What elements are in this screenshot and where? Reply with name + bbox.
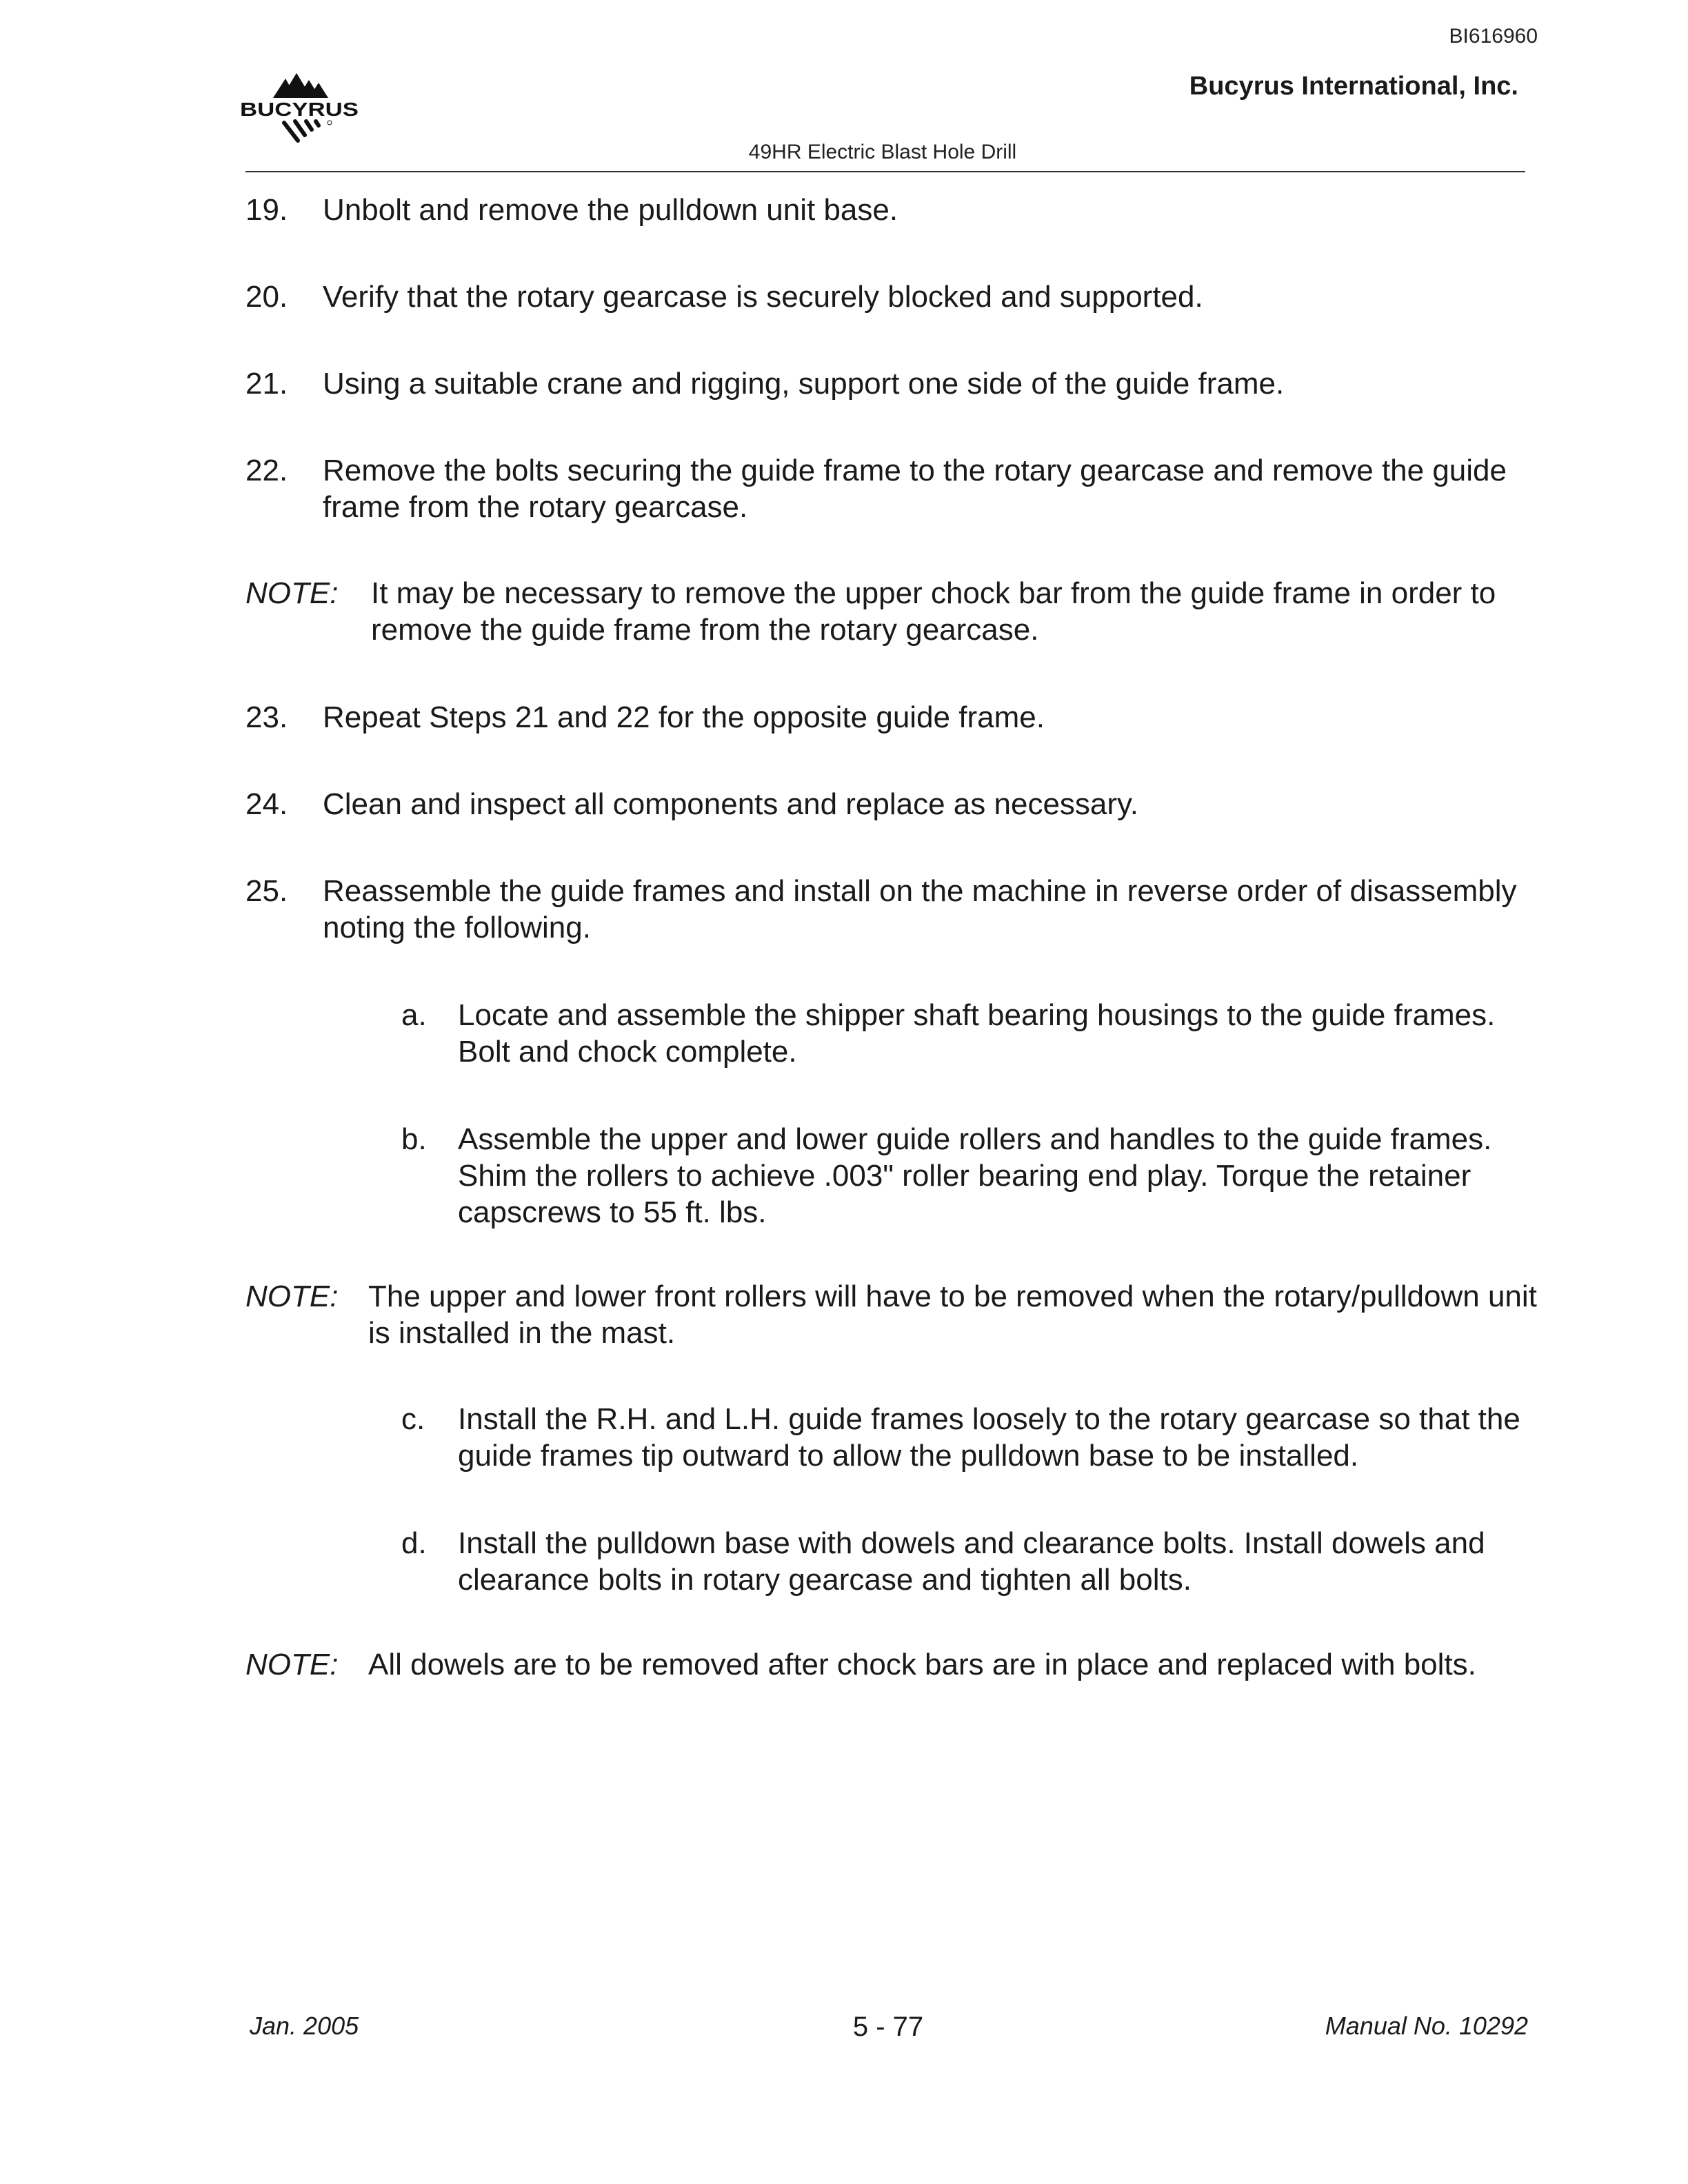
step-number: 22.	[245, 454, 288, 487]
bucyrus-logo	[240, 69, 364, 152]
substep-text: Assemble the upper and lower guide rollers and handles to the guide frames. Shim the rollers to achieve .003" roller bearing end play. Torque the retainer capscrews to 55 ft. lbs.	[458, 1122, 1492, 1229]
note-label: NOTE:	[245, 1648, 339, 1681]
substep-letter: d.	[401, 1526, 427, 1560]
step-text: Using a suitable crane and rigging, support one side of the guide frame.	[323, 367, 1285, 401]
note-label: NOTE:	[245, 1280, 339, 1313]
step-number: 25.	[245, 874, 288, 908]
header-divider	[245, 171, 1525, 172]
step-number: 23.	[245, 700, 288, 734]
note-text: The upper and lower front rollers will have to be removed when the rotary/pulldown unit is installed in the mast.	[368, 1280, 1537, 1350]
step-text: Reassemble the guide frames and install on the machine in reverse order of disassembly noting the following.	[323, 874, 1517, 944]
step-number: 21.	[245, 367, 288, 401]
subtitle-text: 49HR Electric Blast Hole Drill	[748, 141, 1017, 163]
note-text: All dowels are to be removed after chock bars are in place and replaced with bolts.	[368, 1648, 1476, 1681]
step-number: 20.	[245, 280, 288, 314]
step-text: Verify that the rotary gearcase is securely blocked and supported.	[323, 280, 1203, 314]
note-text: It may be necessary to remove the upper chock bar from the guide frame in order to remove the guide frame from the rotary gearcase.	[371, 576, 1496, 647]
step-text: Clean and inspect all components and replace as necessary.	[323, 787, 1138, 821]
company-name: Bucyrus International, Inc.	[1189, 72, 1518, 101]
note-label: NOTE:	[245, 576, 339, 610]
page-number-text: 5 - 77	[852, 2012, 924, 2042]
step-number: 24.	[245, 787, 288, 821]
substep-letter: b.	[401, 1122, 427, 1156]
document-subtitle	[0, 141, 1688, 164]
footer-date: Jan. 2005	[250, 2012, 359, 2040]
footer-manual-number: Manual No. 10292	[1325, 2012, 1528, 2040]
substep-letter: c.	[401, 1402, 425, 1436]
substep-text: Locate and assemble the shipper shaft bearing housings to the guide frames. Bolt and chock complete.	[458, 998, 1496, 1069]
document-id: BI616960	[1449, 25, 1538, 48]
step-text: Unbolt and remove the pulldown unit base.	[323, 193, 898, 227]
step-text: Remove the bolts securing the guide frame to the rotary gearcase and remove the guide frame from the rotary gearcase.	[323, 454, 1507, 524]
step-number: 19.	[245, 193, 288, 227]
step-text: Repeat Steps 21 and 22 for the opposite guide frame.	[323, 700, 1045, 734]
logo-text: BUCYRUS	[240, 99, 359, 120]
substep-text: Install the pulldown base with dowels and clearance bolts. Install dowels and clearance bolts in rotary gearcase and tighten all bolts.	[458, 1526, 1485, 1597]
substep-text: Install the R.H. and L.H. guide frames loosely to the rotary gearcase so that the guide frames tip outward to allow the pulldown base to be installed.	[458, 1402, 1520, 1473]
substep-letter: a.	[401, 998, 427, 1032]
